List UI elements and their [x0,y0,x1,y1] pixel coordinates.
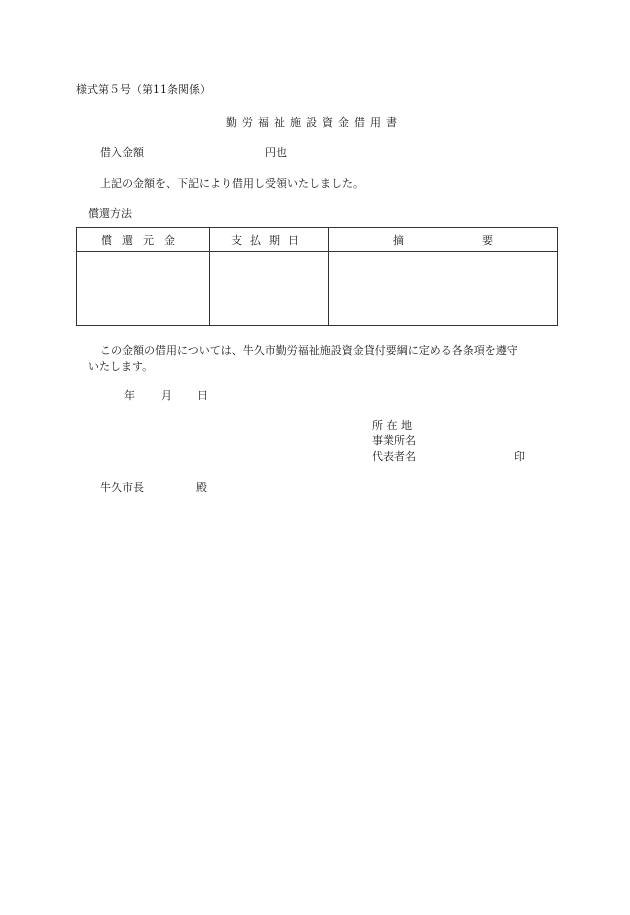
principal-cell[interactable] [77,252,210,326]
repayment-method-label: 償還方法 [88,207,132,220]
header-principal: 償還元金 [77,228,210,252]
table-row [77,252,558,326]
office-name-label: 事業所名 [372,434,416,447]
date-month-label: 月 [161,389,172,402]
header-due-date: 支払期日 [210,228,329,252]
header-remarks: 摘 要 [329,228,558,252]
loan-amount-unit: 円也 [265,146,287,159]
due-date-cell[interactable] [210,252,329,326]
addressee-honorific: 殿 [196,481,207,494]
receipt-statement: 上記の金額を、下記により借用し受領いたしました。 [100,177,364,190]
date-year-label: 年 [124,389,135,402]
loan-amount-label: 借入金額 [100,146,144,159]
compliance-statement-line2: いたします。 [88,360,154,373]
remarks-cell[interactable] [329,252,558,326]
compliance-statement-line1: この金額の借用については、牛久市勤労福祉施設資金貸付要綱に定める各条項を遵守 [100,344,518,357]
address-label: 所 在 地 [372,419,412,432]
document-title: 勤労福祉施設資金借用書 [226,116,402,129]
addressee-name: 牛久市長 [100,481,144,494]
seal-label: 印 [514,450,525,463]
representative-label: 代表者名 [372,450,416,463]
date-day-label: 日 [197,389,208,402]
repayment-table [76,227,558,326]
form-number: 様式第５号（第11条関係） [76,83,211,96]
repayment-table-header-row [77,228,558,252]
